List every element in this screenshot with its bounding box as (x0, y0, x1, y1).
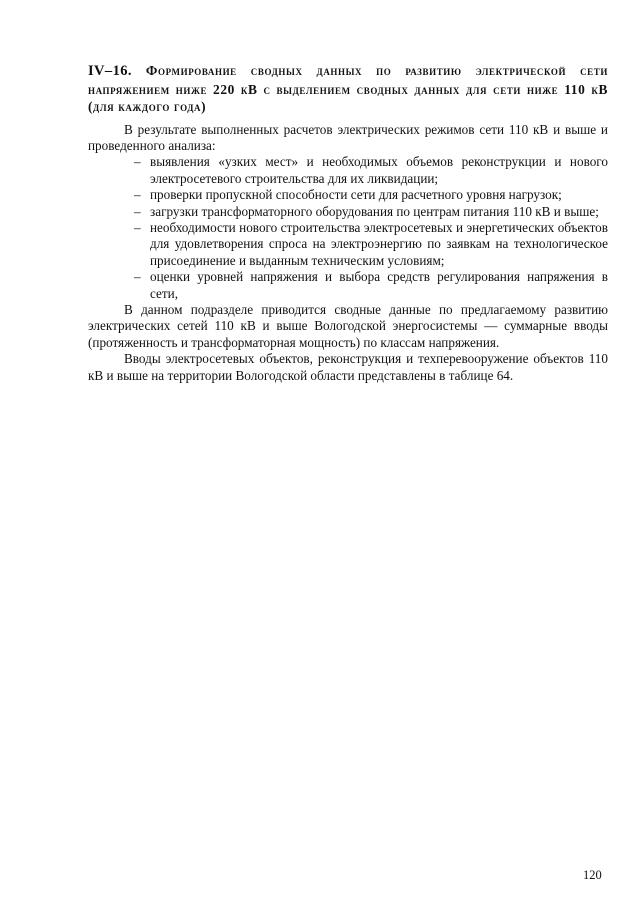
document-page (88, 62, 608, 384)
intro-paragraph: В результате выполненных расчетов электрических режимов сети 110 кВ и выше и проведенного анализа: (88, 121, 608, 153)
list-dash: – (134, 219, 141, 235)
list-dash: – (134, 154, 141, 170)
list-item (134, 187, 608, 203)
list-item-text: выявления «узких мест» и необходимых объемов реконструкции и нового электросетевого строительства для их ликвидации; (150, 154, 608, 186)
table-reference-paragraph: Вводы электросетевых объектов, реконструкция и техперевооружение объектов 110 кВ и выше на территории Вологодской области представлены в таблице 64. (88, 351, 608, 383)
section-heading (88, 62, 608, 116)
list-item (134, 269, 608, 302)
summary-paragraph: В данном подразделе приводится сводные данные по предлагаемому развитию электрических сетей 110 кВ и выше Вологодской энергосистемы — суммарные вводы (протяженность и трансформаторная мощность) по классам напряжения. (88, 301, 608, 350)
list-item-text: загрузки трансформаторного оборудования по центрам питания 110 кВ и выше; (150, 203, 599, 219)
list-item-text: проверки пропускной способности сети для расчетного уровня нагрузок; (150, 187, 562, 203)
section-title: Формирование сводных данных по развитию электрической сети напряжением ниже 220 кВ с выделением сводных данных для сети ниже 110 кВ (для каждого года) (88, 63, 608, 114)
list-item (134, 154, 608, 187)
section-number: IV–16. (88, 63, 132, 79)
list-item (134, 203, 608, 220)
analysis-list (88, 154, 608, 302)
list-dash: – (134, 269, 141, 285)
list-item (134, 219, 608, 269)
page-number: 120 (583, 868, 602, 882)
list-dash: – (134, 203, 141, 219)
list-item-text: оценки уровней напряжения и выбора средств регулирования напряжения в сети, (150, 269, 608, 301)
list-dash: – (134, 187, 141, 203)
list-item-text: необходимости нового строительства электросетевых и энергетических объектов для удовлетворения спроса на электроэнергию по заявкам на технологическое присоединение и выданным техническим условиям; (150, 219, 608, 268)
